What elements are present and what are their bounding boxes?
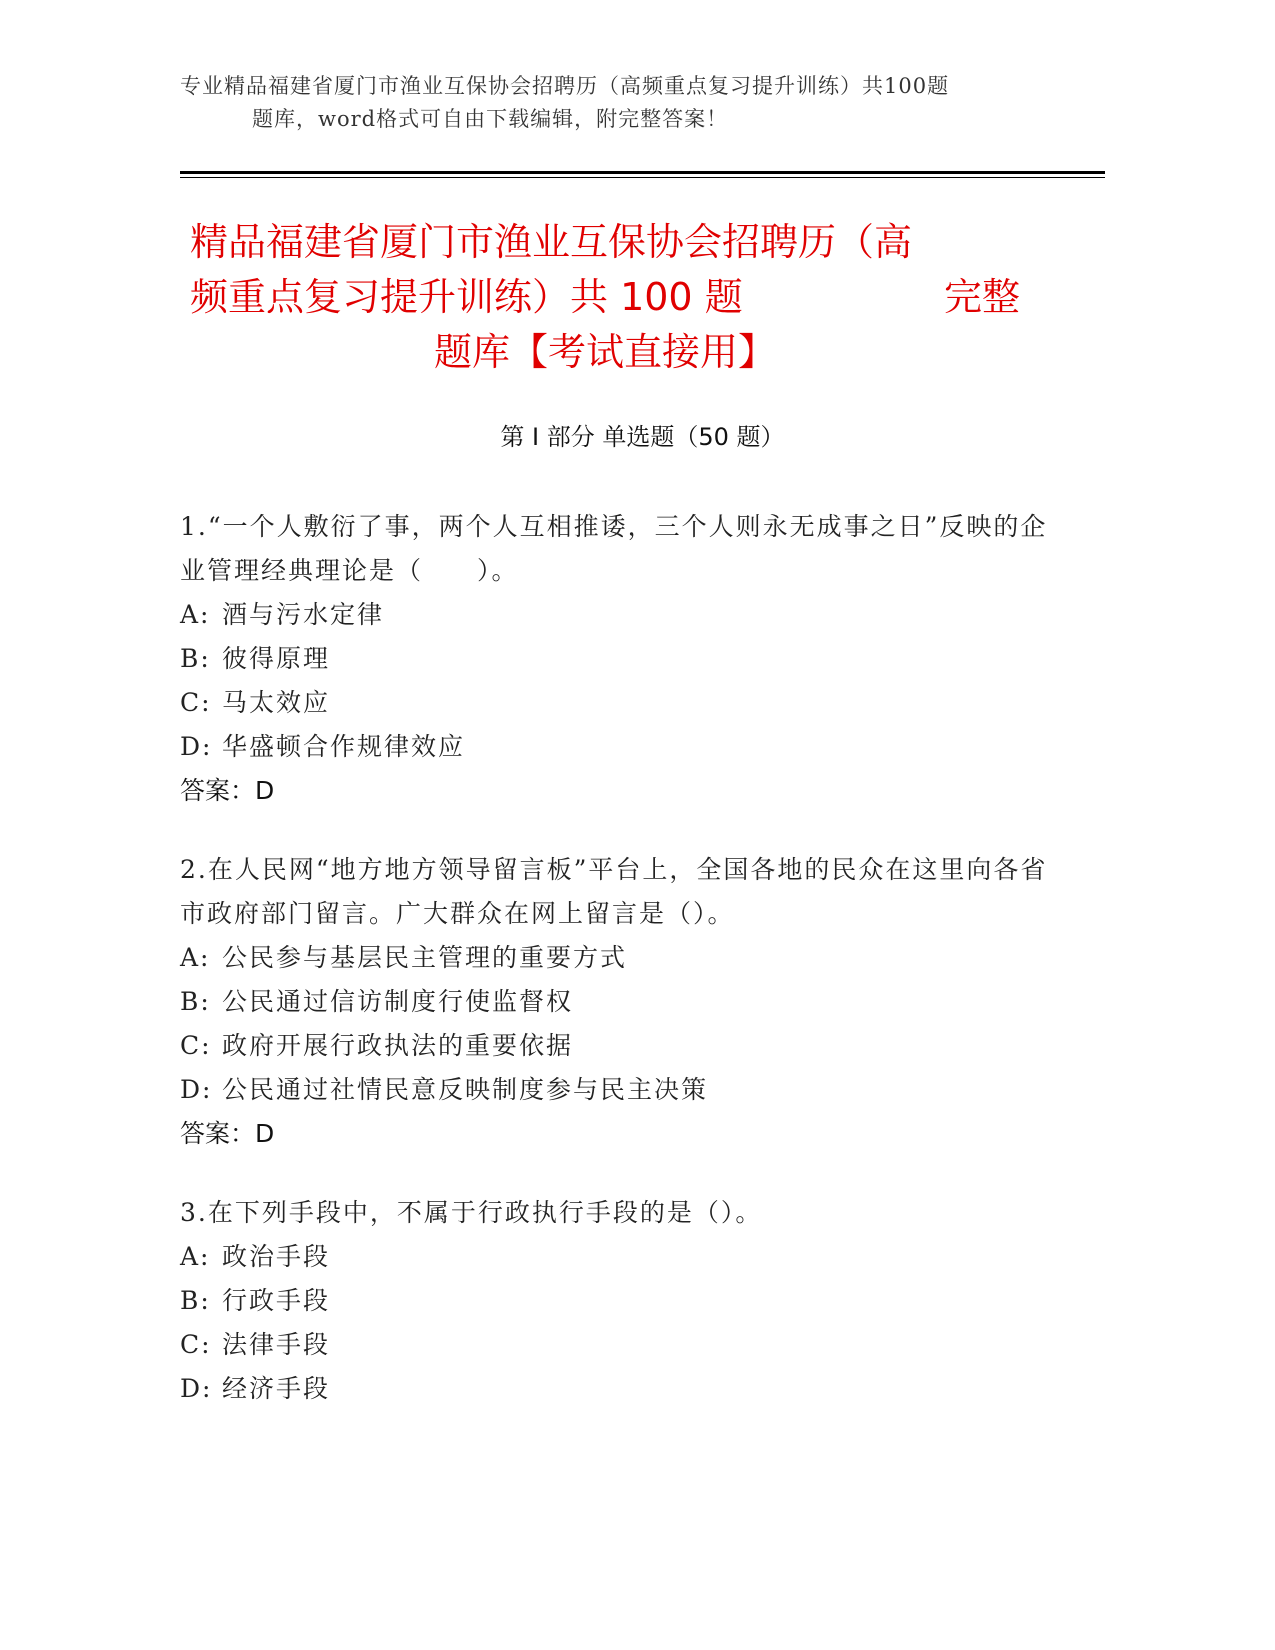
option-text: 华盛顿合作规律效应 [222, 732, 466, 761]
page-header-note [180, 70, 1060, 136]
option-a [180, 1235, 1060, 1279]
option-b [180, 637, 1060, 681]
header-rule-thick [180, 171, 1105, 174]
title-line-2 [190, 270, 1020, 325]
option-text: 经济手段 [222, 1374, 331, 1403]
option-letter: A: [180, 943, 211, 972]
option-c [180, 681, 1060, 725]
option-text: 公民通过信访制度行使监督权 [222, 987, 574, 1016]
answer-line: 答案：D [180, 776, 275, 805]
question-list [180, 505, 1060, 1446]
option-letter: A: [180, 1242, 211, 1271]
option-letter: B: [180, 644, 211, 673]
question-text: 3.在下列手段中，不属于行政执行手段的是（）。 [180, 1198, 763, 1227]
title-line-2-end: 完整 [943, 275, 1020, 319]
header-line-1: 专业精品福建省厦门市渔业互保协会招聘历（高频重点复习提升训练）共100题 [180, 74, 950, 98]
option-d [180, 725, 1060, 769]
header-rule-thin [180, 177, 1105, 178]
section-heading: 第 I 部分 单选题（50 题） [500, 423, 785, 451]
option-a [180, 936, 1060, 980]
question-text: 2.在人民网“地方地方领导留言板”平台上，全国各地的民众在这里向各省市政府部门留言。广大群众在网上留言是（）。 [180, 855, 1048, 928]
option-text: 政治手段 [222, 1242, 331, 1271]
option-c [180, 1024, 1060, 1068]
question-1 [180, 505, 1060, 813]
option-text: 行政手段 [222, 1286, 331, 1315]
option-d [180, 1068, 1060, 1112]
option-letter: D: [180, 732, 213, 761]
option-b [180, 1279, 1060, 1323]
option-letter: C: [180, 1031, 212, 1060]
option-letter: D: [180, 1374, 213, 1403]
option-text: 彼得原理 [222, 644, 331, 673]
option-text: 酒与污水定律 [222, 600, 385, 629]
question-text: 1.“一个人敷衍了事，两个人互相推诿，三个人则永无成事之日”反映的企业管理经典理论是（ ）。 [180, 512, 1048, 585]
title-line-1: 精品福建省厦门市渔业互保协会招聘历（高 [190, 220, 913, 264]
option-letter: A: [180, 600, 211, 629]
option-text: 公民参与基层民主管理的重要方式 [222, 943, 628, 972]
document-title [190, 215, 1020, 380]
option-text: 马太效应 [222, 688, 331, 717]
header-line-2: 题库，word格式可自由下载编辑，附完整答案！ [252, 107, 729, 131]
option-b [180, 980, 1060, 1024]
option-letter: C: [180, 1330, 212, 1359]
title-line-2-main: 频重点复习提升训练）共 100 题 [190, 275, 743, 319]
option-text: 法律手段 [222, 1330, 331, 1359]
option-letter: B: [180, 987, 211, 1016]
option-a [180, 593, 1060, 637]
option-d [180, 1367, 1060, 1411]
title-line-3: 题库【考试直接用】 [433, 330, 776, 374]
answer-line: 答案：D [180, 1119, 275, 1148]
option-text: 公民通过社情民意反映制度参与民主决策 [222, 1075, 709, 1104]
option-letter: C: [180, 688, 212, 717]
question-3 [180, 1191, 1060, 1411]
option-text: 政府开展行政执法的重要依据 [222, 1031, 574, 1060]
option-c [180, 1323, 1060, 1367]
option-letter: D: [180, 1075, 213, 1104]
question-2 [180, 848, 1060, 1156]
option-letter: B: [180, 1286, 211, 1315]
